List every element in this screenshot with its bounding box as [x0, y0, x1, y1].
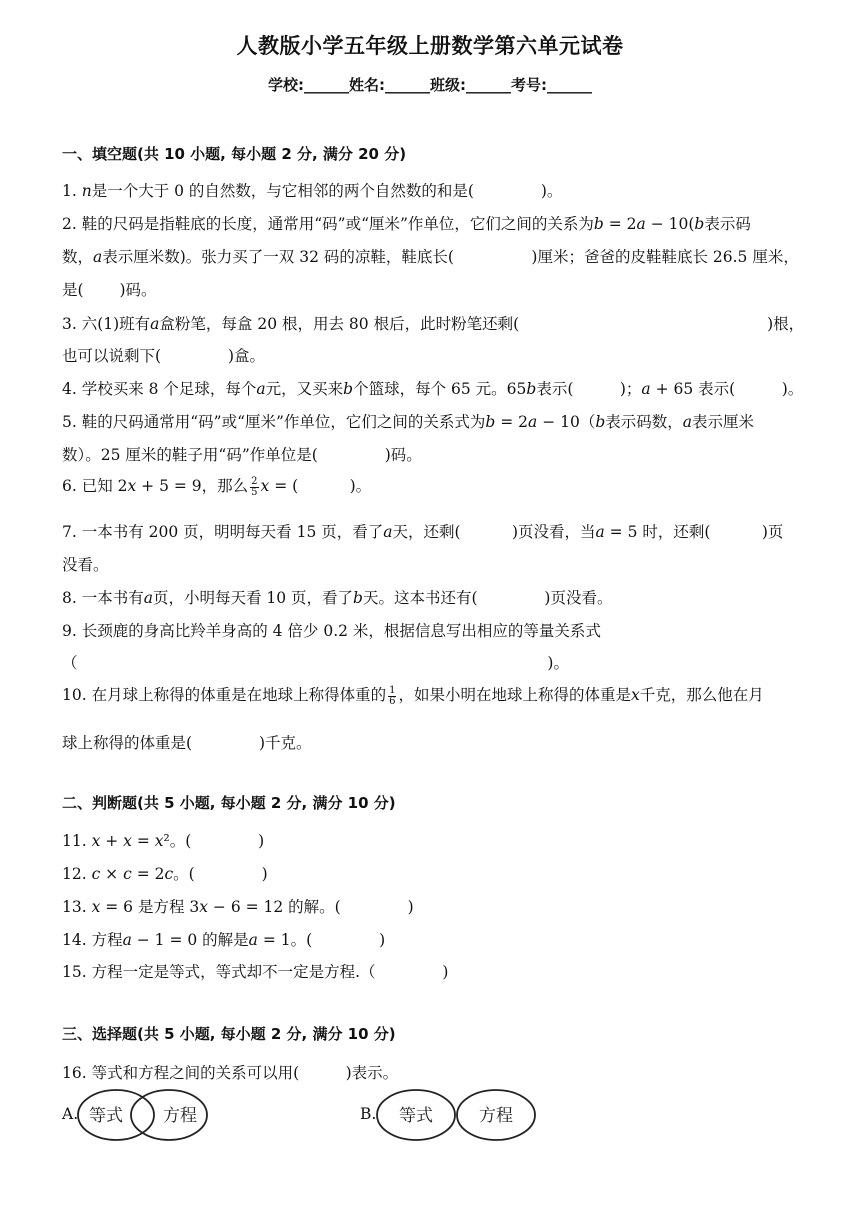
fraction-numerator: 1 — [389, 684, 396, 696]
question-2-line-3: 是( )码。 — [62, 281, 157, 299]
section-true-false-title: 二、判断题(共 5 小题, 每小题 2 分, 满分 10 分) — [62, 794, 396, 812]
option-a-label: A. — [62, 1105, 79, 1123]
fraction-two-fifths — [250, 477, 258, 498]
question-4: 4. 学校买来 8 个足球，每个𝑎元，又买来𝑏个篮球，每个 65 元。65𝑏表示( )；𝑎 + 65 表示( )。 — [62, 380, 804, 398]
fraction-denominator: 5 — [251, 486, 258, 498]
question-15: 15. 方程一定是等式，等式却不一定是方程.（ ) — [62, 963, 449, 981]
question-2-line-1: 2. 鞋的尺码是指鞋底的长度，通常用“码”或“厘米”作单位，它们之间的关系为𝑏 = 2𝑎 − 10(𝑏表示码 — [62, 215, 751, 233]
left-ellipse-label: 等式 — [89, 1106, 123, 1126]
exam-title: 人教版小学五年级上册数学第六单元试卷 — [236, 34, 624, 58]
student-info-line: 学校:______姓名:______班级:______考号:______ — [268, 76, 592, 94]
question-8: 8. 一本书有𝑎页，小明每天看 10 页，看了𝑏天。这本书还有( )页没看。 — [62, 589, 613, 607]
section-multiple-choice-title: 三、选择题(共 5 小题, 每小题 2 分, 满分 10 分) — [62, 1025, 396, 1043]
fraction-one-sixth — [388, 686, 396, 707]
question-1: 1. 𝑛是一个大于 0 的自然数，与它相邻的两个自然数的和是( )。 — [62, 182, 563, 200]
right-ellipse-label: 方程 — [479, 1106, 513, 1126]
question-10-line-2: 球上称得的体重是( )千克。 — [62, 734, 312, 752]
question-5-line-1: 5. 鞋的尺码通常用“码”或“厘米”作单位，它们之间的关系式为𝑏 = 2𝑎 − 10（𝑏表示码数，𝑎表示厘米 — [62, 413, 755, 431]
venn-diagram-overlapping — [76, 1088, 212, 1144]
question-10-line-1 — [62, 683, 832, 707]
right-ellipse-label: 方程 — [163, 1106, 197, 1126]
fraction-numerator: 2 — [251, 475, 258, 487]
question-3-line-1: 3. 六(1)班有𝑎盒粉笔，每盒 20 根，用去 80 根后，此时粉笔还剩( )根， — [62, 315, 805, 333]
question-5-line-2: 数）。25 厘米的鞋子用“码”作单位是( )码。 — [62, 446, 422, 464]
fraction-denominator: 6 — [389, 695, 396, 707]
question-11: 11. 𝑥 + 𝑥 = 𝑥²。( ) — [62, 832, 265, 850]
left-ellipse-label: 等式 — [399, 1106, 433, 1126]
question-13: 13. 𝑥 = 6 是方程 3𝑥 − 6 = 12 的解。( ) — [62, 898, 414, 916]
question-7-line-2: 没看。 — [62, 556, 109, 574]
question-9-line-1: 9. 长颈鹿的身高比羚羊身高的 4 倍少 0.2 米，根据信息写出相应的等量关系式 — [62, 622, 601, 640]
question-14: 14. 方程𝑎 − 1 = 0 的解是𝑎 = 1。( ) — [62, 931, 386, 949]
question-10-prefix: 10. 在月球上称得的体重是在地球上称得体重的 — [62, 686, 387, 704]
question-6-prefix: 6. 已知 2𝑥 + 5 = 9，那么 — [62, 477, 249, 495]
question-6 — [62, 474, 832, 498]
question-12: 12. 𝑐 × 𝑐 = 2𝑐。( ) — [62, 865, 268, 883]
question-2-line-2: 数，𝑎表示厘米数)。张力买了一双 32 码的凉鞋，鞋底长( )厘米；爸爸的皮鞋鞋底长 26.5 厘米， — [62, 248, 799, 266]
question-16: 16. 等式和方程之间的关系可以用( )表示。 — [62, 1064, 399, 1082]
question-6-suffix: 𝑥 = ( )。 — [260, 477, 372, 495]
section-fill-in-title: 一、填空题(共 10 小题, 每小题 2 分, 满分 20 分) — [62, 145, 407, 163]
option-b-label: B. — [360, 1105, 377, 1123]
question-9-line-2: （ )。 — [62, 654, 569, 672]
venn-diagram-separate — [374, 1088, 540, 1144]
question-3-line-2: 也可以说剩下( )盒。 — [62, 347, 266, 365]
question-10-suffix: ，如果小明在地球上称得的体重是𝑥千克，那么他在月 — [398, 686, 764, 704]
question-7-line-1: 7. 一本书有 200 页，明明每天看 15 页，看了𝑎天，还剩( )页没看，当𝑎 = 5 时，还剩( )页 — [62, 523, 784, 541]
